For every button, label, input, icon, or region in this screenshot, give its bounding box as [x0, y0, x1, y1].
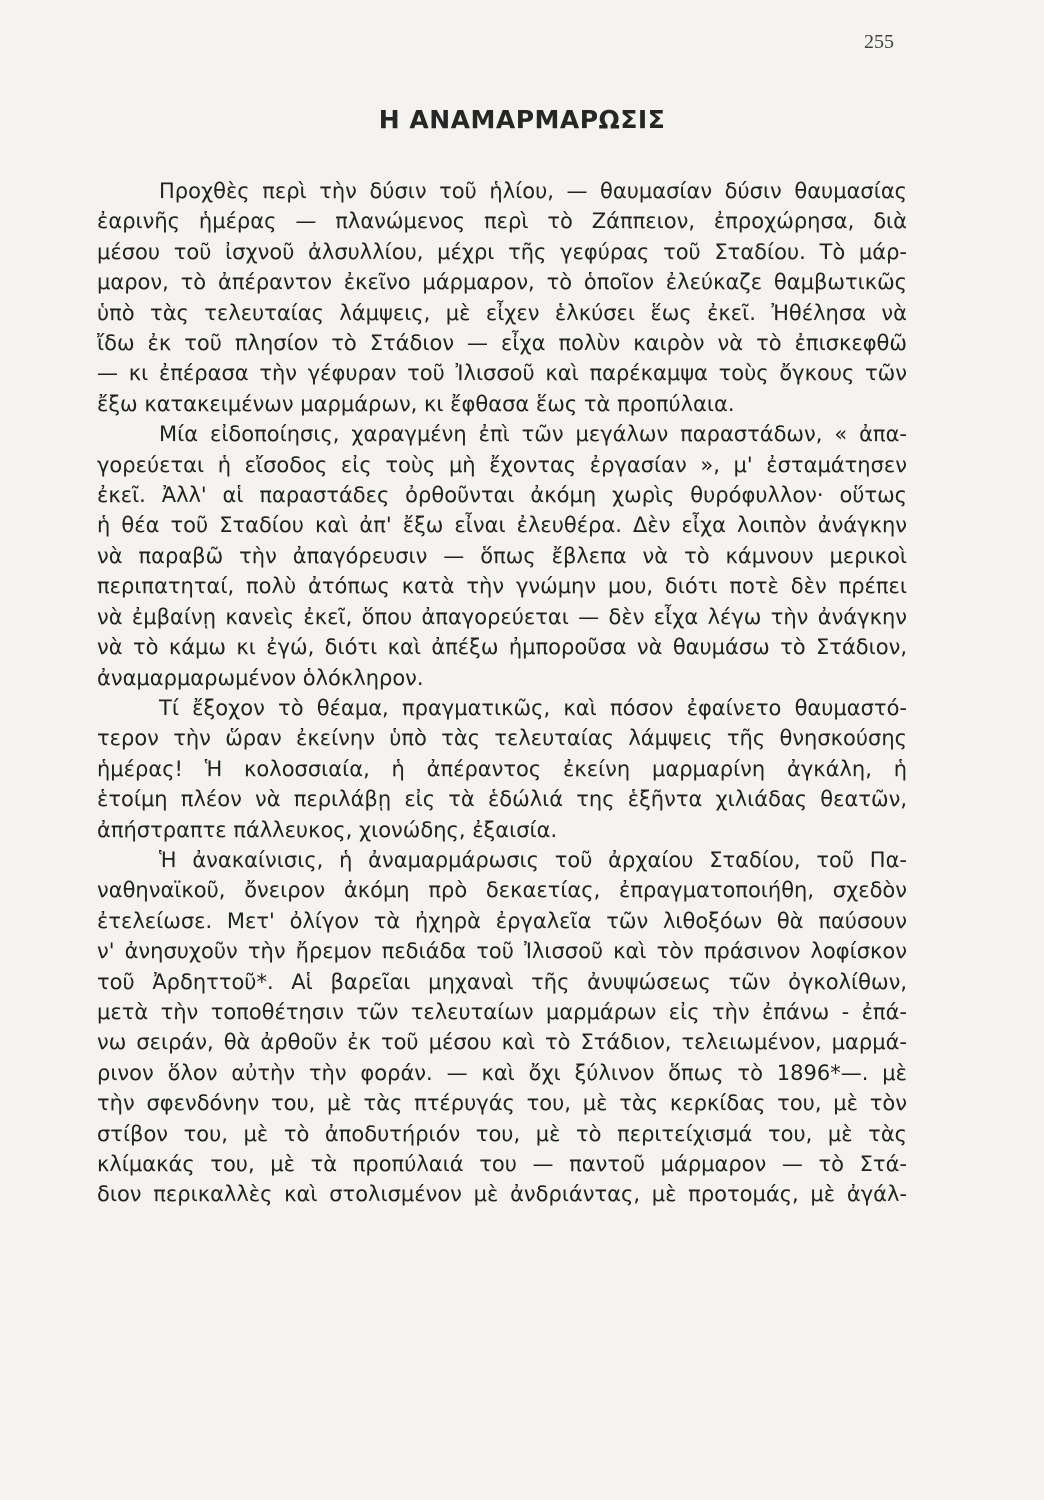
text-line: ρινον ὅλον αὐτὴν τὴν φοράν. — καὶ ὄχι ξύλινον ὅπως τὸ 1896*—. μὲ	[97, 1060, 907, 1085]
text-line: ἐαρινῆς ἡμέρας — πλανώμενος περὶ τὸ Ζάππειον, ἐπροχώρησα, διὰ	[97, 209, 907, 234]
text-line: Ἡ ἀνακαίνισις, ἡ ἀναμαρμάρωσις τοῦ ἀρχαίου Σταδίου, τοῦ Πα-	[159, 847, 907, 872]
text-line: ἴδω ἐκ τοῦ πλησίον τὸ Στάδιον — εἶχα πολὺν καιρὸν νὰ τὸ ἐπισκεφθῶ	[97, 331, 907, 356]
text-line: νὰ ἐμβαίνῃ κανεὶς ἐκεῖ, ὅπου ἀπαγορεύεται — δὲν εἶχα λέγω τὴν ἀνάγκην	[97, 604, 907, 629]
page-number: 255	[864, 31, 894, 53]
text-line: κλίμακάς του, μὲ τὰ προπύλαιά του — παντοῦ μάρμαρον — τὸ Στά-	[97, 1152, 907, 1176]
text-line: Προχθὲς περὶ τὴν δύσιν τοῦ ἡλίου, — θαυμασίαν δύσιν θαυμασίας	[159, 179, 907, 203]
text-line: ἐκεῖ. Ἀλλ' αἱ παραστάδες ὀρθοῦνται ἀκόμη χωρὶς θυρόφυλλον· οὕτως	[97, 483, 907, 508]
text-line: μέσου τοῦ ἰσχνοῦ ἀλσυλλίου, μέχρι τῆς γεφύρας τοῦ Σταδίου. Τὸ μάρ-	[97, 239, 907, 264]
text-line: ἐτελείωσε. Μετ' ὀλίγον τὰ ἠχηρὰ ἐργαλεῖα τῶν λιθοξόων θὰ παύσουν	[97, 908, 907, 933]
text-line: νω σειράν, θὰ ἀρθοῦν ἐκ τοῦ μέσου καὶ τὸ Στάδιον, τελειωμένον, μαρμά-	[97, 1030, 907, 1055]
text-line: τερον τὴν ὥραν ἐκείνην ὑπὸ τὰς τελευταίας λάμψεις τῆς θνησκούσης	[97, 726, 907, 751]
text-line: ναθηναϊκοῦ, ὄνειρον ἀκόμη πρὸ δεκαετίας, ἐπραγματοποιήθη, σχεδὸν	[97, 878, 907, 903]
text-line: νὰ παραβῶ τὴν ἀπαγόρευσιν — ὅπως ἔβλεπα νὰ τὸ κάμνουν μερικοὶ	[97, 543, 907, 568]
text-line: ἀναμαρμαρωμένον ὁλόκληρον.	[97, 665, 424, 690]
text-line: Μία εἰδοποίησις, χαραγμένη ἐπὶ τῶν μεγάλων παραστάδων, « ἀπα-	[159, 422, 907, 447]
text-line: μετὰ τὴν τοποθέτησιν τῶν τελευταίων μαρμάρων εἰς τὴν ἐπάνω - ἐπά-	[97, 999, 907, 1024]
text-line: ν' ἀνησυχοῦν τὴν ἤρεμον πεδιάδα τοῦ Ἰλισσοῦ καὶ τὸν πράσινον λοφίσκον	[97, 939, 907, 964]
text-line: στίβον του, μὲ τὸ ἀποδυτήριόν του, μὲ τὸ περιτείχισμά του, μὲ τὰς	[97, 1121, 907, 1146]
body-text	[97, 176, 907, 1210]
text-line: διον περικαλλὲς καὶ στολισμένον μὲ ἀνδριάντας, μὲ προτομάς, μὲ ἀγάλ-	[97, 1182, 907, 1207]
text-line: περιπατηταί, πολὺ ἀτόπως κατὰ τὴν γνώμην μου, διότι ποτὲ δὲν πρέπει	[97, 574, 907, 599]
text-line: νὰ τὸ κάμω κι ἐγώ, διότι καὶ ἀπέξω ἠμποροῦσα νὰ θαυμάσω τὸ Στάδιον,	[97, 635, 907, 660]
text-line: τοῦ Ἀρδηττοῦ*. Αἱ βαρεῖαι μηχαναὶ τῆς ἀνυψώσεως τῶν ὀγκολίθων,	[97, 969, 907, 994]
text-line: ὑπὸ τὰς τελευταίας λάμψεις, μὲ εἶχεν ἑλκύσει ἕως ἐκεῖ. Ἠθέλησα νὰ	[97, 300, 907, 325]
text-line: ἔξω κατακειμένων μαρμάρων, κι ἔφθασα ἕως τὰ προπύλαια.	[97, 391, 735, 416]
text-line: ἑτοίμη πλέον νὰ περιλάβῃ εἰς τὰ ἑδώλιά της ἑξῆντα χιλιάδας θεατῶν,	[97, 787, 907, 812]
text-line: — κι ἐπέρασα τὴν γέφυραν τοῦ Ἰλισσοῦ καὶ παρέκαμψα τοὺς ὄγκους τῶν	[97, 361, 907, 386]
text-line: ἀπήστραπτε πάλλευκος, χιονώδης, ἐξαισία.	[97, 817, 558, 842]
text-line: ἡ θέα τοῦ Σταδίου καὶ ἀπ' ἔξω εἶναι ἐλευθέρα. Δὲν εἶχα λοιπὸν ἀνάγκην	[97, 513, 907, 538]
text-line: μαρον, τὸ ἀπέραντον ἐκεῖνο μάρμαρον, τὸ ὁποῖον ἐλεύκαζε θαμβωτικῶς	[97, 270, 907, 295]
text-line: τὴν σφενδόνην του, μὲ τὰς πτέρυγάς του, μὲ τὰς κερκίδας του, μὲ τὸν	[97, 1091, 907, 1116]
text-line: ἡμέρας! Ἡ κολοσσιαία, ἡ ἀπέραντος ἐκείνη μαρμαρίνη ἀγκάλη, ἡ	[97, 756, 907, 781]
chapter-title: Η ΑΝΑΜΑΡΜΑΡΩΣΙΣ	[378, 105, 666, 134]
text-line: Τί ἔξοχον τὸ θέαμα, πραγματικῶς, καὶ πόσον ἐφαίνετο θαυμαστό-	[159, 695, 907, 720]
text-line: γορεύεται ἡ εἴσοδος εἰς τοὺς μὴ ἔχοντας ἐργασίαν », μ' ἐσταμάτησεν	[97, 452, 907, 477]
